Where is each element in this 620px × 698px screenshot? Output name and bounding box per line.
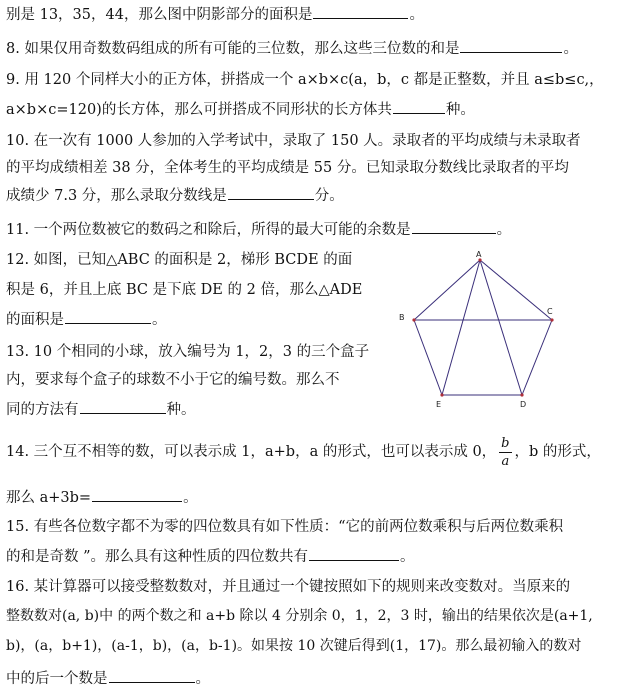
question-9-line-1: 9. 用 120 个同样大小的正方体，拼搭成一个 a×b×c(a，b，c 都是正整数，并且 a≤b≤c,，: [6, 72, 604, 88]
label-d: D: [520, 400, 527, 409]
segment-ad: [480, 260, 522, 395]
segment-ab: [414, 260, 480, 320]
question-punct: 。: [152, 312, 167, 328]
fraction-denominator: a: [501, 453, 510, 469]
question-16-line-1: 16. 某计算器可以接受整数数对，并且通过一个键按照如下的规则来改变数对。当原来的: [6, 579, 571, 595]
question-text: 同的方法有: [6, 402, 79, 418]
point-c: [550, 318, 553, 321]
question-punct: 种。: [166, 402, 196, 418]
segment-ac: [480, 260, 552, 320]
question-12-line-1: 12. 如图，已知△ABC 的面积是 2，梯形 BCDE 的面: [6, 252, 353, 268]
question-8: [6, 38, 578, 59]
answer-blank: [65, 309, 151, 324]
question-13-line-1: 13. 10 个相同的小球，放入编号为 1，2，3 的三个盒子: [6, 344, 370, 360]
answer-blank: [460, 38, 562, 53]
answer-blank: [309, 546, 399, 561]
answer-blank: [412, 219, 496, 234]
question-text: 成绩少 7.3 分，那么录取分数线是: [6, 188, 227, 204]
label-a: A: [476, 250, 482, 259]
question-12-line-2: 积是 6，并且上底 BC 是下底 DE 的 2 倍，那么△ADE: [6, 282, 363, 298]
question-punct: 种。: [445, 102, 475, 118]
question-15-line-2: [6, 546, 415, 567]
question-15-line-1: 15. 有些各位数字都不为零的四位数具有如下性质：“它的前两位数乘积与后两位数乘积: [6, 519, 564, 535]
answer-blank: [393, 99, 445, 114]
segment-be: [414, 320, 442, 395]
question-text: a×b×c=120)的长方体，那么可拼搭成不同形状的长方体共: [6, 102, 392, 118]
question-9-line-2: [6, 99, 475, 120]
question-10-line-3: [6, 185, 344, 206]
question-16-line-2: 整数数对(a, b)中 的两个数之和 a+b 除以 4 分别余 0，1，2，3 时，输出的结果依次是(a+1,: [6, 608, 593, 624]
answer-blank: [313, 4, 408, 19]
question-punct: 分。: [314, 188, 344, 204]
question-text: 11. 一个两位数被它的数码之和除后，所得的最大可能的余数是: [6, 222, 411, 238]
question-text: ，b 的形式，: [514, 444, 601, 460]
question-12-line-3: [6, 309, 167, 330]
question-14-line-1: [6, 436, 601, 468]
fraction-numerator: b: [501, 435, 510, 451]
label-b: B: [399, 313, 405, 322]
question-punct: 。: [400, 549, 415, 565]
label-c: C: [547, 307, 553, 316]
question-punct: 。: [496, 222, 512, 238]
question-text: 那么 a+3b=: [6, 490, 92, 506]
point-b: [412, 318, 415, 321]
label-e: E: [436, 400, 442, 409]
point-d: [520, 393, 523, 396]
question-10-line-1: 10. 在一次有 1000 人参加的入学考试中，录取了 150 人。录取者的平均成绩与未录取者: [6, 133, 581, 149]
question-punct: 。: [183, 490, 198, 506]
question-7-tail: [6, 4, 424, 25]
question-punct: 。: [195, 671, 210, 687]
answer-blank: [228, 185, 314, 200]
question-punct: 。: [409, 7, 424, 23]
geometry-figure: [396, 250, 566, 412]
question-11: [6, 219, 511, 240]
question-10-line-2: 的平均成绩相差 38 分，全体考生的平均成绩是 55 分。已知录取分数线比录取者的平均: [6, 160, 569, 176]
segment-cd: [522, 320, 552, 395]
fraction-b-over-a: [499, 437, 511, 468]
question-13-line-2: 内，要求每个盒子的球数不小于它的编号数。那么不: [6, 372, 340, 388]
question-text: 14. 三个互不相等的数，可以表示成 1，a+b，a 的形式，也可以表示成 0，: [6, 444, 497, 460]
question-text: 中的后一个数是: [6, 671, 108, 687]
question-13-line-3: [6, 399, 196, 420]
question-16-line-3: b)，(a，b+1)，(a-1，b)，(a，b-1)。如果按 10 次键后得到(1，17)。那么最初输入的数对: [6, 638, 582, 654]
question-14-line-2: [6, 487, 198, 508]
answer-blank: [109, 668, 195, 683]
segment-ae: [442, 260, 480, 395]
answer-blank: [92, 487, 182, 502]
question-text: 别是 13，35，44，那么图中阴影部分的面积是: [6, 7, 313, 23]
question-text: 的面积是: [6, 312, 64, 328]
question-text: 的和是奇数 ”。那么具有这种性质的四位数共有: [6, 549, 309, 565]
question-16-line-4: [6, 668, 210, 689]
question-text: 8. 如果仅用奇数数码组成的所有可能的三位数，那么这些三位数的和是: [6, 41, 460, 57]
question-punct: 。: [563, 41, 578, 57]
answer-blank: [80, 399, 166, 414]
point-e: [440, 393, 443, 396]
